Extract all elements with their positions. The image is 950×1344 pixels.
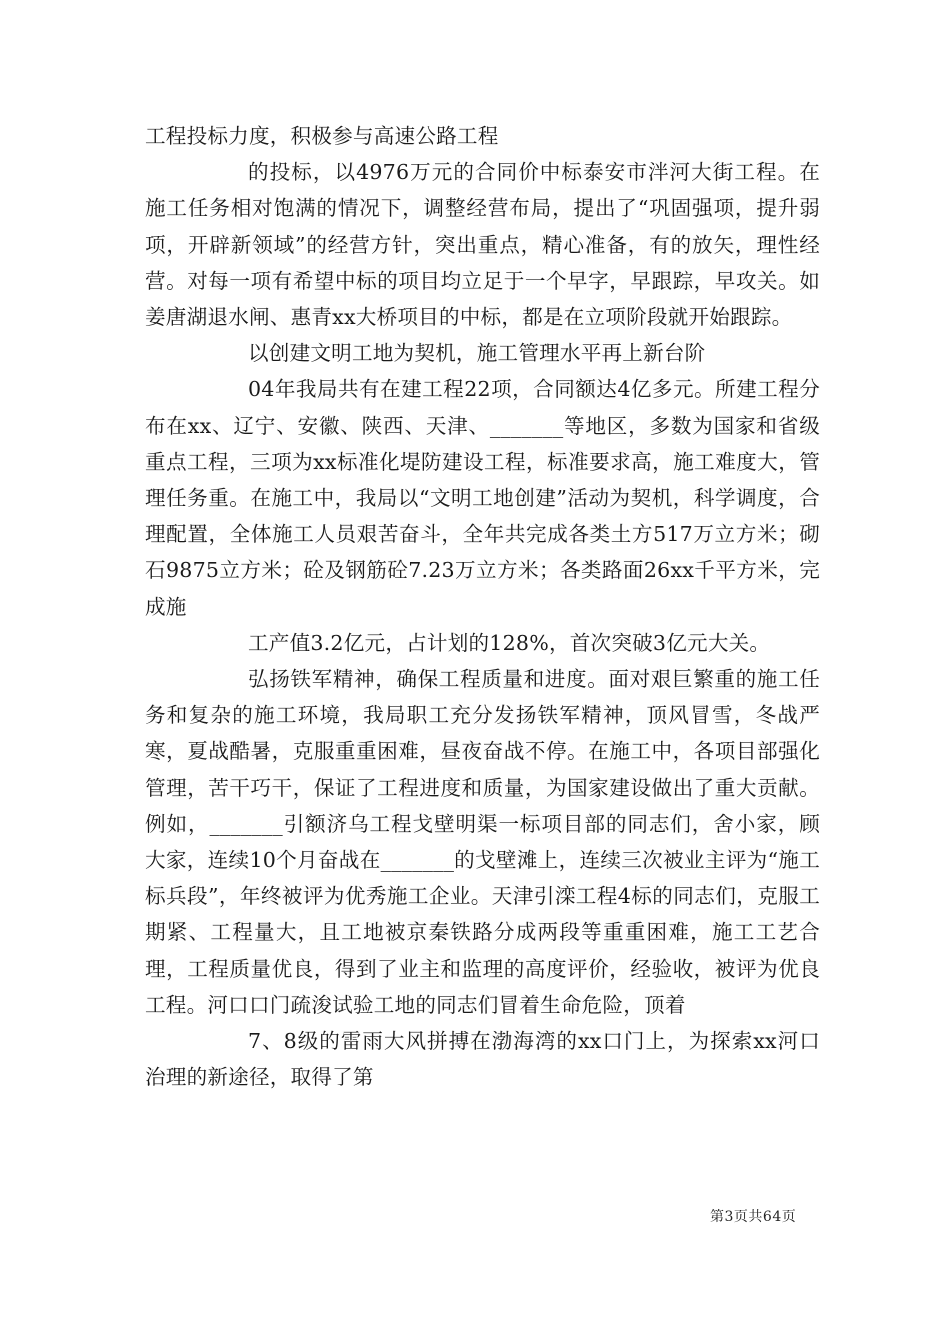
page-number-footer: 第3页共64页 (710, 1209, 797, 1225)
section-heading: 以创建文明工地为契机，施工管理水平再上新台阶 (248, 341, 706, 366)
paragraph: 04年我局共有在建工程22项，合同额达4亿多元。所建工程分布在xx、辽宁、安徽、陕西、天津、_______等地区，多数为国家和省级重点工程，三项为xx标准化堤防建设工程，标准要求高，施工难度大，管理任务重。在施工中，我局以“文明工地创建”活动为契机，科学调度，合理配置，全体施工人员艰苦奋斗，全年共完成各类土方517万立方米；砌石9875立方米；砼及钢筋砼7.23万立方米；各类路面26xx千平方米，完成施 (145, 377, 820, 619)
document-body (145, 118, 820, 1095)
paragraph: 7、8级的雷雨大风拼搏在渤海湾的xx口门上，为探索xx河口治理的新途径，取得了第 (145, 1029, 820, 1090)
paragraph: 弘扬铁军精神，确保工程质量和进度。面对艰巨繁重的施工任务和复杂的施工环境，我局职工充分发扬铁军精神，顶风冒雪，冬战严寒，夏战酷暑，克服重重困难，昼夜奋战不停。在施工中，各项目部强化管理，苦干巧干，保证了工程进度和质量，为国家建设做出了重大贡献。例如，_______引额济乌工程戈壁明渠一标项目部的同志们，舍小家，顾大家，连续10个月奋战在_______的戈壁滩上，连续三次被业主评为“施工标兵段”，年终被评为优秀施工企业。天津引滦工程4标的同志们，克服工期紧、工程量大，且工地被京秦铁路分成两段等重重困难，施工工艺合理，工程质量优良，得到了业主和监理的高度评价，经验收，被评为优良工程。河口口门疏浚试验工地的同志们冒着生命危险，顶着 (145, 667, 820, 1017)
paragraph: 的投标，以4976万元的合同价中标泰安市泮河大街工程。在施工任务相对饱满的情况下，调整经营布局，提出了“巩固强项，提升弱项，开辟新领域”的经营方针，突出重点，精心准备，有的放矢，理性经营。对每一项有希望中标的项目均立足于一个早字，早跟踪，早攻关。如姜唐湖退水闸、惠青xx大桥项目的中标，都是在立项阶段就开始跟踪。 (145, 160, 820, 330)
paragraph: 工产值3.2亿元，占计划的128%，首次突破3亿元大关。 (248, 630, 771, 655)
paragraph: 工程投标力度，积极参与高速公路工程 (145, 124, 499, 148)
